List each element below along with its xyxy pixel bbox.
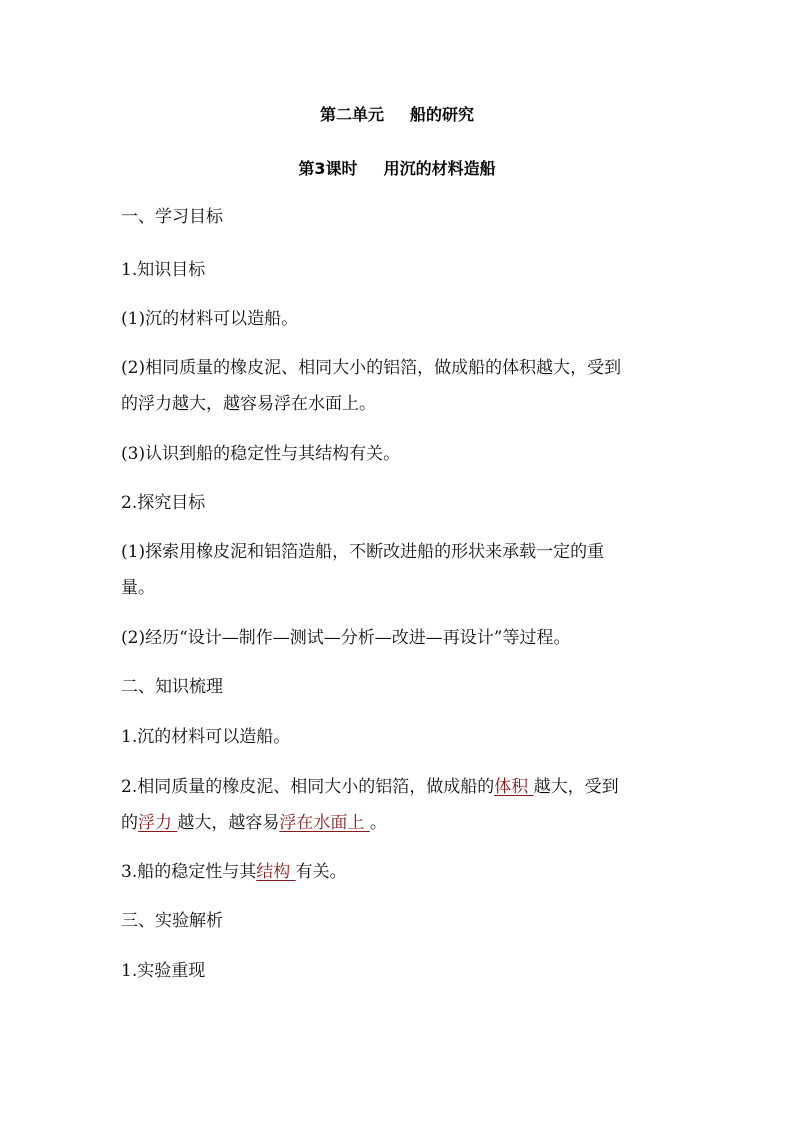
knowledge-goal-1: (1)沉的材料可以造船。 — [121, 309, 299, 329]
experiment-subheading: 1.实验重现 — [121, 961, 206, 981]
knowledge-goals-heading: 1.知识目标 — [121, 260, 206, 280]
kp2-text-b: 越大，受到 — [533, 777, 619, 797]
knowledge-goal-2-line2: 的浮力越大，越容易浮在水面上。 — [121, 394, 376, 414]
knowledge-point-2-line2 — [121, 813, 681, 833]
kp2-text-d: 越大，越容易 — [177, 813, 280, 833]
explore-goal-2: (2)经历“设计—制作—测试—分析—改进—再设计”等过程。 — [121, 628, 571, 648]
kp2-text-e: 。 — [369, 813, 387, 833]
unit-name: 船的研究 — [410, 105, 475, 124]
lesson-title — [0, 156, 794, 179]
answer-blank-buoyancy: 浮力 — [138, 813, 178, 833]
lesson-name: 用沉的材料造船 — [383, 159, 496, 178]
lesson-label: 第3课时 — [298, 159, 358, 178]
knowledge-point-2-line1 — [121, 777, 681, 797]
section-heading-experiment: 三、实验解析 — [121, 911, 223, 931]
kp2-text-c: 的 — [121, 813, 138, 833]
kp3-text-b: 有关。 — [295, 862, 347, 882]
answer-blank-structure: 结构 — [256, 862, 296, 882]
explore-goal-1-line2: 量。 — [121, 578, 155, 598]
knowledge-goal-3: (3)认识到船的稳定性与其结构有关。 — [121, 444, 401, 464]
section-heading-knowledge: 二、知识梳理 — [121, 677, 223, 697]
answer-blank-volume: 体积 — [494, 777, 534, 797]
unit-title — [0, 102, 794, 125]
kp3-text-a: 3.船的稳定性与其 — [121, 862, 257, 882]
knowledge-point-3 — [121, 862, 681, 882]
explore-goals-heading: 2.探究目标 — [121, 493, 206, 513]
answer-blank-float: 浮在水面上 — [279, 813, 370, 833]
kp2-text-a: 2.相同质量的橡皮泥、相同大小的铝箔，做成船的 — [121, 777, 495, 797]
knowledge-point-1: 1.沉的材料可以造船。 — [121, 727, 291, 747]
knowledge-goal-2-line1: (2)相同质量的橡皮泥、相同大小的铝箔，做成船的体积越大，受到 — [121, 358, 622, 378]
section-heading-goals: 一、学习目标 — [121, 207, 223, 227]
unit-label: 第二单元 — [319, 105, 384, 124]
explore-goal-1-line1: (1)探索用橡皮泥和铝箔造船，不断改进船的形状来承载一定的重 — [121, 542, 605, 562]
